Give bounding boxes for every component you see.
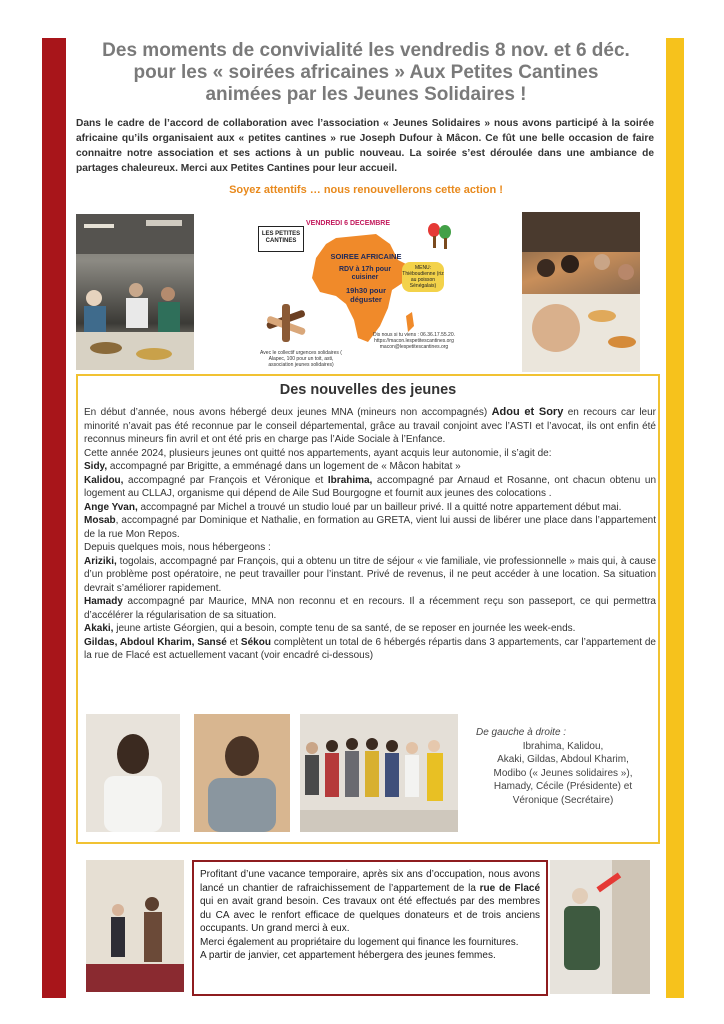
sidy-name: Sidy, — [84, 461, 108, 472]
maracas-icon — [426, 222, 452, 250]
intro-paragraph: Dans le cadre de l’accord de collaboration avec l’association « Jeunes Solidaires » nous avons participé à la soirée africaine qu’ils organisaient aux « petites cantines » rue Joseph Dufour à Mâcon. Ce fût une belle occasion de faire connaitre notre association et ses actions à un public nouveau. La soirée s’est déroulée dans une ambiance de partages chaleureux. Merci aux Petites Cantines pour leur accueil. — [76, 118, 654, 174]
portrait-2-illustration — [194, 714, 290, 832]
portrait-1-illustration — [86, 714, 180, 832]
left-decorative-bar — [42, 38, 66, 998]
ariziki-name: Ariziki, — [84, 555, 117, 567]
flyer-event-title: SOIREE AFRICAINE — [330, 252, 402, 261]
hamady-text: accompagné par Maurice, MNA non reconnu et en recours. Il a récemment reçu son passeport, ce qui permettra d’accélérer la régularisation de sa situation. — [84, 596, 656, 621]
right-decorative-bar — [666, 38, 684, 998]
page-title — [70, 40, 662, 106]
caption-line-1: Ibrahima, Kalidou, — [522, 740, 604, 752]
ange-text: accompagné par Michel a trouvé un studio loué par un bailleur privé. Il a quitté notre appartement début mai. — [137, 501, 622, 513]
flyer-rdv: RDV à 17h pour cuisiner — [338, 266, 392, 281]
news-paragraph-1 — [84, 406, 656, 447]
news-body — [84, 406, 656, 663]
renovation-box — [192, 860, 548, 996]
akaki-text: jeune artiste Géorgien, qui a besoin, compte tenu de sa santé, de se reposer en journée les week-ends. — [113, 623, 576, 634]
sidy-text: accompagné par Brigitte, a emménagé dans un logement de « Mâcon habitat » — [107, 461, 461, 472]
caption-line-2: Akaki, Gildas, Abdoul Kharim, — [497, 754, 629, 765]
portrait-photo-2 — [194, 714, 290, 832]
renovation-paragraph-1 — [200, 868, 540, 936]
renovation-paragraph-2: Merci également au propriétaire du logement qui finance les fournitures. — [200, 936, 519, 948]
ibrahima-name: Ibrahima, — [327, 474, 373, 486]
kalidou-text-end: accompagné par Arnaud et Rosanne, ont chacun obtenu un logement au CLLAJ, organisme qui dépend de Aile Sud Bourgogne et fournit aux jeunes des colocations . — [84, 474, 657, 499]
news-paragraph-2: Cette année 2024, plusieurs jeunes ont quitté nos appartements, ayant acquis leur autonomie, il s’agit de: — [84, 447, 552, 459]
sekou-name: Sékou — [240, 636, 271, 648]
news-item-ariziki — [84, 555, 656, 596]
flyer-eat-time: 19h30 pour déguster — [345, 286, 386, 304]
event-flyer — [254, 212, 468, 374]
petites-cantines-logo: LES PETITES CANTINES — [258, 226, 304, 252]
title-line-3: animées par les Jeunes Solidaires ! — [205, 84, 527, 105]
ange-name: Ange Yvan, — [84, 501, 138, 513]
renovation-2-illustration — [550, 860, 650, 994]
renovation-text: Profitant d’une vacance temporaire, après six ans d’occupation, nous avons lancé un chantier de rafraichissement de l’appartement de la — [200, 869, 540, 894]
kalidou-text: accompagné par François et Véronique et — [123, 474, 328, 486]
dinner-photo-illustration — [522, 212, 640, 372]
flyer-partners: Avec le collectif urgences solidaires ( Alapec, 100 pour un toit, asti, association jeunes solidaires) — [260, 350, 342, 368]
callout-text: Soyez attentifs … nous renouvellerons cette action ! — [229, 184, 503, 196]
kalidou-name: Kalidou, — [84, 474, 124, 486]
dinner-table-photo — [522, 212, 640, 372]
news-p1-text-end: en recours car leur minorité n’avait pas été reconnue par le conseil départemental, grâce au travail conjoint avec l’ASTI et l’avocat, ils ont enfin été reconnus mineurs fin avril et ont été pris en charge pas l’Aide Sociale à l’Enfance. — [84, 407, 656, 445]
group-photo — [300, 714, 458, 832]
caption-line-4: Hamady, Cécile (Présidente) et — [493, 781, 633, 792]
news-title: Des nouvelles des jeunes — [279, 382, 457, 398]
caption-line-5: Véronique (Secrétaire) — [512, 794, 614, 806]
flyer-contact: Dis nous si tu viens : 06.36.17.55.20. https://macon.lespetitescantines.org macon@lespetitescantines.org — [373, 332, 455, 350]
renovation-text-end: qui en avait grand besoin. Ces travaux ont été effectués par des membres du CA avec le renfort efficace de quelques donateurs et de trois anciens occupants. Un grand merci à eux. — [200, 896, 540, 934]
renovation-paragraph-3: A partir de janvier, cet appartement hébergera des jeunes femmes. — [200, 950, 496, 961]
kitchen-photo-illustration — [76, 214, 194, 370]
news-item-sidy — [84, 460, 656, 474]
renovation-photo-1 — [86, 860, 184, 992]
renovation-1-illustration — [86, 860, 184, 992]
joined-hands-icon — [264, 302, 308, 344]
portrait-photo-1 — [86, 714, 180, 832]
kitchen-photo — [76, 214, 194, 370]
renovation-photo-2 — [550, 860, 650, 994]
flyer-date: VENDREDI 6 DECEMBRE — [306, 220, 391, 227]
news-item-kalidou — [84, 474, 656, 501]
flyer-menu-badge: MENU: Thiéboudienne (riz au poisson Sénégalais) — [402, 262, 444, 292]
news-p1-text: En début d’année, nous avons hébergé deux jeunes MNA (mineurs non accompagnés) — [84, 407, 492, 418]
title-line-1: Des moments de convivialité les vendredis 8 nov. et 6 déc. — [102, 40, 630, 61]
gildas-and: et — [226, 636, 241, 648]
mosab-name: Mosab — [84, 515, 116, 526]
gildas-text: complètent un total de 6 hébergés répartis dans 3 appartements, car l’appartement de la rue de Flacé est actuellement vacant (voir encadré ci-dessous) — [84, 636, 656, 661]
caption-line-3: Modibo (« Jeunes solidaires »), — [493, 767, 633, 779]
ariziki-text: togolais, accompagné par François, qui a obtenu un titre de séjour « vie familiale, vie professionnelle » mais qui, à cause d’un problème post opératoire, ne peut travailler pour l’instant. Privé de revenus, il ne peut accéder à une location. Sa situation devrait s’améliorer rapidement. — [84, 555, 656, 594]
photo-caption — [470, 726, 656, 807]
news-item-ange — [84, 501, 656, 515]
renovation-street: rue de Flacé — [479, 882, 541, 894]
hamady-name: Hamady — [84, 596, 123, 607]
news-item-gildas — [84, 636, 656, 663]
news-p1-names: Adou et Sory — [491, 406, 564, 418]
title-line-2: pour les « soirées africaines » Aux Petites Cantines — [133, 62, 599, 83]
gildas-names: Gildas, Abdoul Kharim, Sansé — [84, 636, 227, 648]
news-paragraph-3: Depuis quelques mois, nous hébergeons : — [84, 542, 271, 553]
mosab-text: , accompagné par Dominique et Nathalie, en formation au GRETA, vient lui aussi de libérer une place dans l’appartement de la rue Mon Repos. — [84, 515, 656, 540]
news-item-akaki — [84, 622, 656, 636]
akaki-name: Akaki, — [84, 623, 114, 634]
news-item-mosab — [84, 514, 656, 541]
group-photo-illustration — [300, 714, 458, 832]
caption-heading: De gauche à droite : — [476, 727, 567, 738]
news-item-hamady — [84, 595, 656, 622]
